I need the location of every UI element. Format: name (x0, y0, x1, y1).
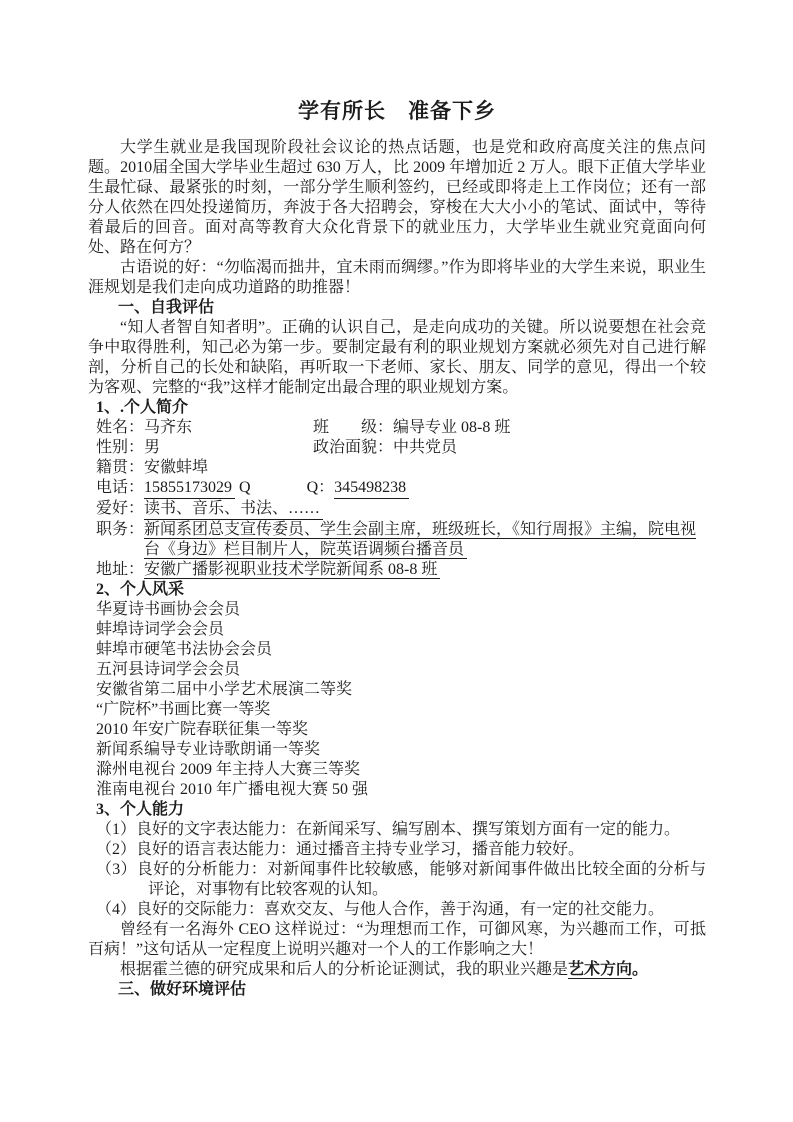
holland-suffix: 。 (632, 961, 649, 978)
phone-label: 电话： (96, 479, 145, 496)
profile-row-hobby (88, 499, 706, 520)
origin-label: 籍贯： (96, 459, 145, 476)
profile-row-duty (88, 520, 706, 560)
intro-paragraph-2: 古语说的好：“勿临渴而拙井，宜未雨而绸缪。”作为即将毕业的大学生来说，职业生涯规划是我们走向成功道路的助推器！ (88, 259, 706, 296)
ability-item: （2）良好的语言表达能力：通过播音主持专业学习，播音能力较好。 (96, 841, 585, 858)
ability-item: （3）良好的分析能力：对新闻事件比较敏感，能够对新闻事件做出比较全面的分析与评论，对事物有比较客观的认知。 (96, 861, 706, 898)
political-value: 中共党员 (393, 439, 458, 456)
holland-prefix: 根据霍兰德的研究成果和后人的分析论证测试，我的职业兴趣是 (120, 961, 569, 978)
class-value: 编导专业 08-8 班 (393, 419, 511, 436)
qq-label: Q： (306, 479, 335, 496)
profile-gender-cell (96, 438, 313, 458)
phone-value: 15855173029 (144, 478, 235, 499)
highlight-line: 新闻系编导专业诗歌朗诵一等奖 (96, 741, 321, 758)
profile-row-name-class (88, 418, 706, 438)
highlight-line: “广院杯”书画比赛一等奖 (96, 701, 271, 718)
highlight-line: 蚌埠诗词学会会员 (96, 621, 225, 638)
self-evaluation-paragraph: “知人者智自知者明”。正确的认识自己，是走向成功的关键。所以说要想在社会竞争中取得胜利，知己必为第一步。要制定最有利的职业规划方案就必须先对自己进行解剖，分析自己的长处和缺陷，再听取一下老师、家长、朋友、同学的意见，得出一个较为客观、完整的“我”这样才能制定出最合理的职业规划方案。 (88, 319, 706, 396)
heading-personal-profile: 1、.个人简介 (96, 399, 189, 416)
profile-class-cell (313, 418, 510, 438)
highlight-line: 2010 年安广院春联征集一等奖 (96, 721, 309, 738)
profile-row-phone (88, 478, 706, 499)
holland-interest-emphasis: 艺术方向 (568, 961, 633, 978)
highlight-line: 蚌埠市硬笔书法协会会员 (96, 641, 273, 658)
profile-row-gender-political (88, 438, 706, 458)
hobby-label: 爱好： (96, 500, 145, 517)
duty-value: 新闻系团总支宣传委员、学生会副主席，班级班长，《知行周报》主编，院电视台《身边》栏目制片人，院英语调频台播音员 (144, 521, 697, 558)
phone-qq-gap (251, 478, 307, 499)
phone-extra: Q (239, 479, 251, 496)
document-title: 学有所长 准备下乡 (298, 99, 496, 123)
gender-label: 性别： (96, 439, 145, 456)
class-label: 班 级： (313, 419, 394, 436)
intro-paragraph-1: 大学生就业是我国现阶段社会议论的热点话题，也是党和政府高度关注的焦点问题。2010届全国大学毕业生超过 630 万人，比 2009 年增加近 2 万人。眼下正值大学毕业生最忙碌、最紧张的时刻，一部分学生顺利签约，已经或即将走上工作岗位；还有一部分人依然在四处投递简历，奔波于各大招聘会，穿梭在大大小小的笔试、面试中，等待着最后的回音。面对高等教育大众化背景下的就业压力，大学毕业生就业究竟面向何处、路在何方？ (88, 139, 706, 256)
highlight-line: 安徽省第二届中小学艺术展演二等奖 (96, 681, 353, 698)
highlight-line: 华夏诗书画协会会员 (96, 601, 241, 618)
holland-paragraph (88, 960, 706, 980)
heading-environment-evaluation: 三、做好环境评估 (118, 981, 247, 998)
ceo-quote-paragraph: 曾经有一名海外 CEO 这样说过：“为理想而工作，可御风寒，为兴趣而工作，可抵百病！”这句话从一定程度上说明兴趣对一个人的工作影响之大！ (88, 921, 706, 958)
profile-row-address (88, 560, 706, 580)
profile-political-cell (313, 438, 457, 458)
heading-personal-abilities: 3、个人能力 (96, 801, 185, 818)
ability-item: （1）良好的文字表达能力：在新闻采写、编写剧本、撰写策划方面有一定的能力。 (96, 821, 681, 838)
name-value: 马齐东 (144, 419, 193, 436)
qq-value: 345498238 (334, 478, 409, 499)
heading-personal-highlights: 2、个人风采 (96, 581, 185, 598)
highlight-line: 五河县诗词学会会员 (96, 661, 241, 678)
document-body (88, 96, 706, 1000)
profile-row-origin (88, 458, 706, 478)
heading-self-evaluation: 一、自我评估 (118, 299, 215, 316)
origin-value: 安徽蚌埠 (144, 459, 209, 476)
name-label: 姓名： (96, 419, 145, 436)
profile-name-cell (96, 418, 313, 438)
ability-item: （4）良好的交际能力：喜欢交友、与他人合作，善于沟通，有一定的社交能力。 (96, 901, 665, 918)
hobby-value: 读书、音乐、书法、…… (144, 499, 323, 520)
address-value: 安徽广播影视职业技术学院新闻系 08-8 班 (144, 561, 440, 579)
highlight-line: 滁州电视台 2009 年主持人大赛三等奖 (96, 761, 361, 778)
gender-value: 男 (144, 439, 161, 456)
duty-label: 职务： (96, 521, 145, 538)
political-label: 政治面貌： (313, 439, 394, 456)
highlight-line: 淮南电视台 2010 年广播电视大赛 50 强 (96, 781, 369, 798)
address-label: 地址： (96, 561, 145, 578)
